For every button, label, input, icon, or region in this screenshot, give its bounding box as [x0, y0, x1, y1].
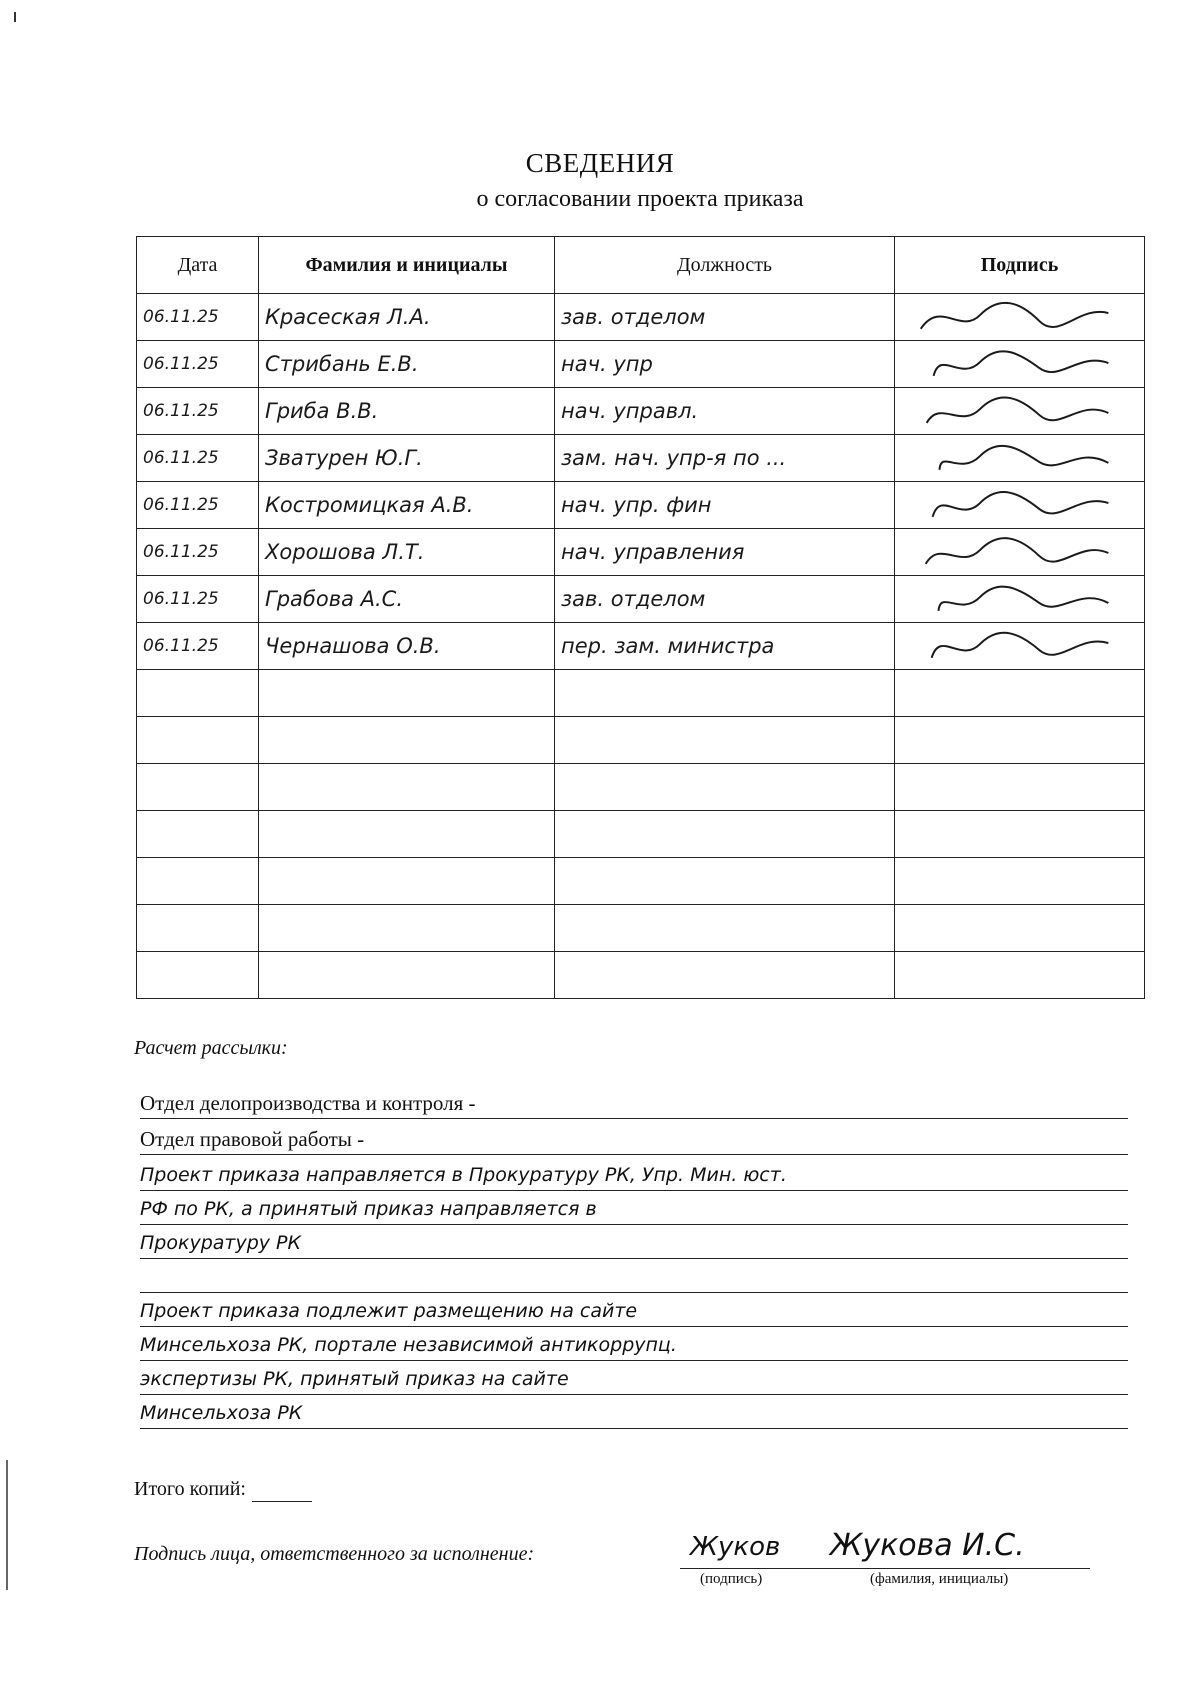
cell-date [137, 670, 259, 717]
cell-signature [895, 482, 1145, 529]
cell-signature [895, 341, 1145, 388]
table-row [137, 811, 1145, 858]
cell-position: нач. управл. [555, 388, 895, 435]
cell-name: Зватурен Ю.Г. [259, 435, 555, 482]
table-row [137, 435, 1145, 482]
cell-signature [895, 717, 1145, 764]
cell-date: 06.11.25 [137, 482, 259, 529]
cell-date [137, 952, 259, 999]
signature-scribble [901, 389, 1138, 433]
distribution-note-line: РФ по РК, а принятый приказ направляется в [140, 1192, 1128, 1225]
cell-position [555, 764, 895, 811]
approval-table [136, 236, 1145, 999]
cell-name: Стрибань Е.В. [259, 341, 555, 388]
cell-signature [895, 905, 1145, 952]
signature-scribble [901, 483, 1138, 527]
cell-signature [895, 435, 1145, 482]
table-row [137, 576, 1145, 623]
table-row [137, 294, 1145, 341]
cell-date: 06.11.25 [137, 294, 259, 341]
distribution-dept-legal: Отдел правовой работы - [140, 1124, 1128, 1155]
cell-name: Гриба В.В. [259, 388, 555, 435]
cell-signature [895, 576, 1145, 623]
copies-blank [252, 1478, 312, 1502]
document-subtitle: о согласовании проекта приказа [476, 186, 804, 212]
cell-date: 06.11.25 [137, 341, 259, 388]
cell-signature [895, 670, 1145, 717]
cell-date [137, 764, 259, 811]
cell-date [137, 858, 259, 905]
table-row [137, 388, 1145, 435]
cell-signature [895, 858, 1145, 905]
cell-name [259, 858, 555, 905]
table-row [137, 717, 1145, 764]
table-row [137, 952, 1145, 999]
responsible-line [680, 1568, 1090, 1569]
cell-name [259, 905, 555, 952]
cell-position: пер. зам. министра [555, 623, 895, 670]
caption-signature: (подпись) [700, 1571, 763, 1587]
cell-signature [895, 388, 1145, 435]
cell-position [555, 717, 895, 764]
cell-position: нач. упр [555, 341, 895, 388]
cell-position: нач. упр. фин [555, 482, 895, 529]
cell-name: Красеская Л.А. [259, 294, 555, 341]
distribution-note-line [140, 1260, 1128, 1293]
cell-date [137, 811, 259, 858]
table-row [137, 905, 1145, 952]
cell-position [555, 858, 895, 905]
distribution-note-line: Минсельхоза РК, портале независимой антикоррупц. [140, 1328, 1128, 1361]
cell-signature [895, 811, 1145, 858]
cell-position [555, 905, 895, 952]
column-header-signature: Подпись [895, 237, 1145, 294]
cell-name: Хорошова Л.Т. [259, 529, 555, 576]
table-row [137, 858, 1145, 905]
distribution-dept-records: Отдел делопроизводства и контроля - [140, 1088, 1128, 1119]
responsible-label: Подпись лица, ответственного за исполнение: [134, 1543, 535, 1565]
cell-date: 06.11.25 [137, 576, 259, 623]
cell-date: 06.11.25 [137, 388, 259, 435]
distribution-note-line: Проект приказа направляется в Прокуратуру РК, Упр. Мин. юст. [140, 1158, 1128, 1191]
document-title: СВЕДЕНИЯ [525, 148, 675, 178]
cell-position: нач. управления [555, 529, 895, 576]
distribution-note-line: экспертизы РК, принятый приказ на сайте [140, 1362, 1128, 1395]
responsible-signature: Жуков [690, 1532, 781, 1562]
cell-date: 06.11.25 [137, 623, 259, 670]
table-header-row [137, 237, 1145, 294]
signature-scribble [901, 577, 1138, 621]
table-row [137, 482, 1145, 529]
table-row [137, 623, 1145, 670]
table-row [137, 670, 1145, 717]
scan-mark-left [6, 1460, 8, 1590]
distribution-note-line: Проект приказа подлежит размещению на сайте [140, 1294, 1128, 1327]
cell-date: 06.11.25 [137, 435, 259, 482]
signature-scribble [901, 530, 1138, 574]
table-row [137, 764, 1145, 811]
distribution-label: Расчет рассылки: [134, 1037, 288, 1059]
cell-date [137, 905, 259, 952]
cell-name [259, 811, 555, 858]
table-row [137, 341, 1145, 388]
signature-scribble [901, 436, 1138, 480]
cell-signature [895, 529, 1145, 576]
caption-name: (фамилия, инициалы) [870, 1571, 1009, 1587]
table-row [137, 529, 1145, 576]
signature-scribble [901, 295, 1138, 339]
cell-position [555, 952, 895, 999]
approval-table-body [137, 294, 1145, 999]
distribution-note-line: Прокуратуру РК [140, 1226, 1128, 1259]
distribution-note-line: Минсельхоза РК [140, 1396, 1128, 1429]
cell-position [555, 670, 895, 717]
cell-name: Костромицкая А.В. [259, 482, 555, 529]
cell-name [259, 764, 555, 811]
cell-position: зам. нач. упр-я по ... [555, 435, 895, 482]
column-header-name: Фамилия и инициалы [259, 237, 555, 294]
cell-date: 06.11.25 [137, 529, 259, 576]
cell-date [137, 717, 259, 764]
column-header-date: Дата [137, 237, 259, 294]
responsible-name: Жукова И.С. [830, 1528, 1025, 1563]
copies-label: Итого копий: [134, 1478, 246, 1500]
cell-position: зав. отделом [555, 576, 895, 623]
cell-name [259, 952, 555, 999]
scan-mark-top [14, 12, 16, 22]
signature-scribble [901, 342, 1138, 386]
cell-name: Грабова А.С. [259, 576, 555, 623]
cell-signature [895, 952, 1145, 999]
cell-position [555, 811, 895, 858]
cell-name [259, 717, 555, 764]
column-header-position: Должность [555, 237, 895, 294]
cell-signature [895, 764, 1145, 811]
cell-name [259, 670, 555, 717]
cell-name: Чернашова О.В. [259, 623, 555, 670]
signature-scribble [901, 624, 1138, 668]
cell-position: зав. отделом [555, 294, 895, 341]
copies-total [134, 1478, 312, 1502]
cell-signature [895, 623, 1145, 670]
cell-signature [895, 294, 1145, 341]
